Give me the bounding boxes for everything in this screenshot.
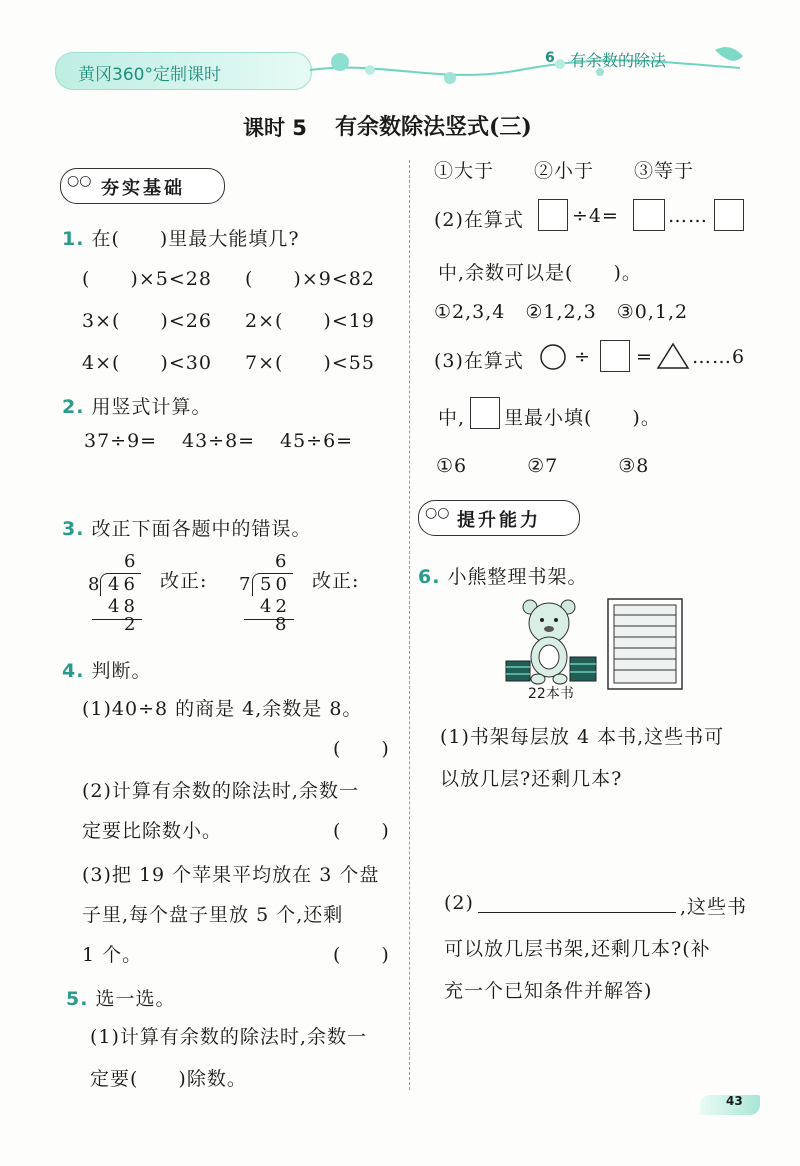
blank-box	[538, 199, 568, 231]
q5-part-3-prefix: (3)在算式	[434, 350, 524, 372]
blank-box	[633, 199, 665, 231]
q5-part-1-cont: 定要( )除数。	[90, 1068, 247, 1090]
q2-item: 45÷6=	[280, 430, 354, 452]
answer-paren: ( )	[333, 944, 390, 966]
q6-part-2-suffix: ,这些书	[680, 896, 748, 918]
div-a-remainder: 2	[124, 614, 140, 635]
q1-item: 2×( )<19	[245, 310, 375, 332]
q1-item: 4×( )<30	[82, 352, 212, 374]
q1-item: ( )×5<28	[82, 268, 212, 290]
q4-statement-1: (1)40÷8 的商是 4,余数是 8。	[82, 698, 363, 720]
div-a-divisor: 8	[88, 574, 104, 595]
q6-part-2-prefix: (2)	[444, 892, 474, 914]
lesson-number: 课时 5	[243, 116, 307, 140]
section-advanced-title: 提升能力	[457, 510, 541, 531]
section-basics	[60, 168, 225, 204]
q5-part-2-prefix: (2)在算式	[434, 209, 524, 231]
q1-item: ( )×9<82	[245, 268, 375, 290]
q5-part-3-cont-prefix: 中,	[438, 407, 466, 429]
lesson-title: 有余数除法竖式(三)	[335, 114, 532, 140]
section-deco-icon: ○○	[67, 173, 92, 189]
bookshelf-icon	[608, 599, 682, 689]
section-deco-icon: ○○	[425, 505, 450, 521]
question-5: 5. 选一选。	[66, 988, 176, 1010]
div-b-divisor: 7	[239, 574, 255, 595]
div-b-quotient: 6	[275, 551, 291, 572]
q6-part-2-cont: 可以放几层书架,还剩几本?(补	[444, 938, 711, 960]
bear-icon	[523, 600, 575, 684]
answer-paren: ( )	[333, 738, 390, 760]
blank-box	[600, 340, 630, 372]
question-1: 1. 在( )里最大能填几?	[62, 228, 300, 250]
q1-item: 3×( )<26	[82, 310, 212, 332]
q5-part-2-cont: 中,余数可以是( )。	[438, 262, 642, 284]
question-2: 2. 用竖式计算。	[62, 396, 212, 418]
q5-part-1-options: ①大于 ②小于 ③等于	[434, 160, 695, 182]
div-a-quotient: 6	[124, 551, 140, 572]
q4-statement-2-cont: 定要比除数小。	[82, 820, 223, 842]
vine-decoration	[300, 40, 760, 100]
q5-part-3-options: ①6 ②7 ③8	[436, 455, 650, 477]
books-caption: 22本书	[528, 686, 574, 702]
question-3: 3. 改正下面各题中的错误。	[62, 518, 312, 540]
column-divider	[409, 160, 410, 1090]
div-b-remainder: 8	[275, 614, 291, 635]
q5-part-3-equals: =	[636, 346, 653, 368]
div-b-dividend: 50	[260, 574, 291, 595]
blank-box	[714, 199, 744, 231]
answer-paren: ( )	[333, 820, 390, 842]
blank-box	[470, 397, 500, 429]
unit-number: 6	[545, 50, 555, 66]
question-4: 4. 判断。	[62, 660, 152, 682]
q6-part-1-cont: 以放几层?还剩几本?	[440, 768, 623, 790]
q5-part-2-dots: ……	[668, 205, 708, 227]
triangle-icon	[656, 341, 690, 371]
q5-part-3-remainder: ……6	[692, 346, 746, 368]
q6-part-1: (1)书架每层放 4 本书,这些书可	[440, 726, 725, 748]
unit-title: 有余数的除法	[570, 51, 667, 70]
bear-bookshelf-illustration	[500, 595, 695, 695]
q5-part-2-options: ①2,3,4 ②1,2,3 ③0,1,2	[434, 301, 689, 323]
q4-statement-3-end: 1 个。	[82, 944, 143, 966]
fix-label-b: 改正:	[312, 570, 360, 592]
q5-part-2-divide: ÷4=	[572, 205, 619, 227]
fix-label-a: 改正:	[160, 570, 208, 592]
section-advanced	[418, 500, 580, 536]
fill-in-line[interactable]	[478, 912, 676, 913]
series-label: 黄冈360°定制课时	[78, 65, 221, 85]
q2-item: 37÷9=	[84, 430, 158, 452]
q4-statement-3-cont: 子里,每个盘子里放 5 个,还剩	[82, 904, 344, 926]
q5-part-1: (1)计算有余数的除法时,余数一	[90, 1026, 367, 1048]
circle-icon	[538, 342, 568, 372]
q4-statement-3: (3)把 19 个苹果平均放在 3 个盘	[82, 864, 380, 886]
section-basics-title: 夯实基础	[101, 178, 185, 199]
div-a-dividend: 46	[108, 574, 139, 595]
q6-part-2-end: 充一个已知条件并解答)	[444, 980, 653, 1002]
page-number: 43	[726, 1094, 743, 1108]
series-banner	[55, 52, 312, 90]
div-a-product: 48	[108, 596, 139, 617]
q1-item: 7×( )<55	[245, 352, 375, 374]
question-6: 6. 小熊整理书架。	[418, 566, 588, 588]
q5-part-3-cont: 里最小填( )。	[504, 407, 661, 429]
q4-statement-2: (2)计算有余数的除法时,余数一	[82, 780, 359, 802]
q2-item: 43÷8=	[182, 430, 256, 452]
div-b-product: 42	[260, 596, 291, 617]
q5-part-3-divide: ÷	[574, 346, 591, 368]
